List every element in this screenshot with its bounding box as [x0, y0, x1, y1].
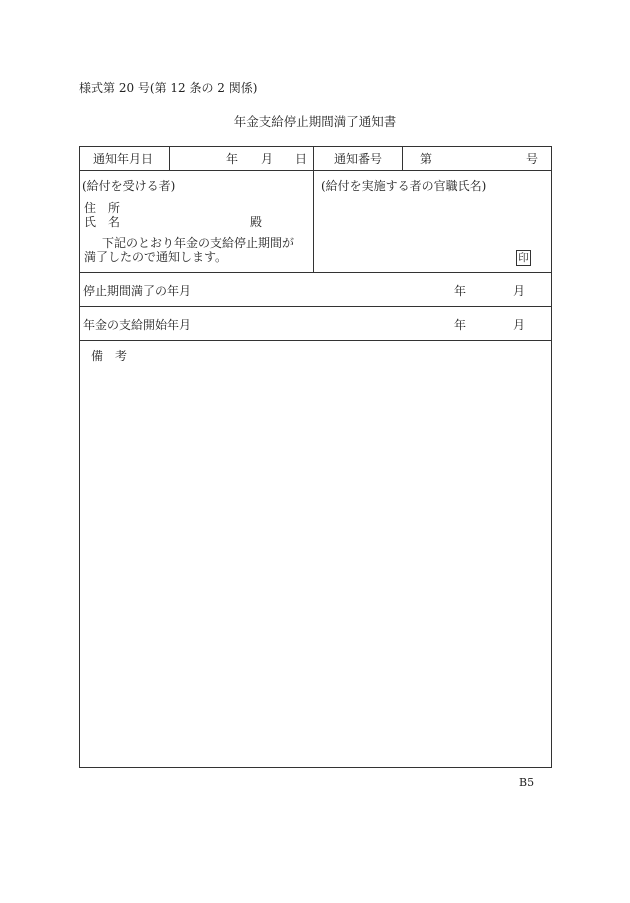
notice-date-label: 通知年月日: [93, 152, 154, 166]
payment-start-label: 年金の支給開始年月: [83, 318, 192, 332]
suspension-end-year-unit: 年: [454, 284, 467, 298]
honorific-dono: 殿: [250, 215, 263, 229]
notice-message-line-2: 満了したので通知します。: [84, 250, 228, 264]
name-label: 氏 名: [84, 215, 121, 229]
suspension-end-month-unit: 月: [513, 284, 526, 298]
notice-form-table: [79, 146, 552, 768]
issuer-section-label: (給付を実施する者の官職氏名): [321, 179, 487, 193]
row-divider-3: [80, 306, 551, 307]
remarks-label: 備 考: [91, 349, 128, 363]
notice-year-unit: 年: [226, 152, 239, 166]
notice-number-label: 通知番号: [334, 152, 383, 166]
row-divider-2: [80, 272, 551, 273]
col-divider-center: [313, 147, 314, 272]
notice-number-prefix: 第: [420, 152, 433, 166]
suspension-end-label: 停止期間満了の年月: [83, 284, 192, 298]
document-title: 年金支給停止期間満了通知書: [233, 114, 397, 129]
col-divider-number: [402, 147, 403, 170]
row-divider-1: [80, 170, 551, 171]
payment-start-year-unit: 年: [454, 318, 467, 332]
notice-number-suffix: 号: [526, 152, 539, 166]
payment-start-month-unit: 月: [513, 318, 526, 332]
notice-month-unit: 月: [261, 152, 274, 166]
seal-mark: 印: [516, 250, 531, 266]
notice-day-unit: 日: [295, 152, 308, 166]
form-number: 様式第 20 号(第 12 条の 2 関係): [79, 81, 258, 95]
address-label: 住 所: [84, 201, 121, 215]
remarks-area: [80, 341, 551, 767]
paper-size-label: B5: [519, 776, 535, 789]
notice-message-line-1: 下記のとおり年金の支給停止期間が: [102, 236, 295, 250]
col-divider-date: [169, 147, 170, 170]
recipient-section-label: (給付を受ける者): [82, 179, 176, 193]
